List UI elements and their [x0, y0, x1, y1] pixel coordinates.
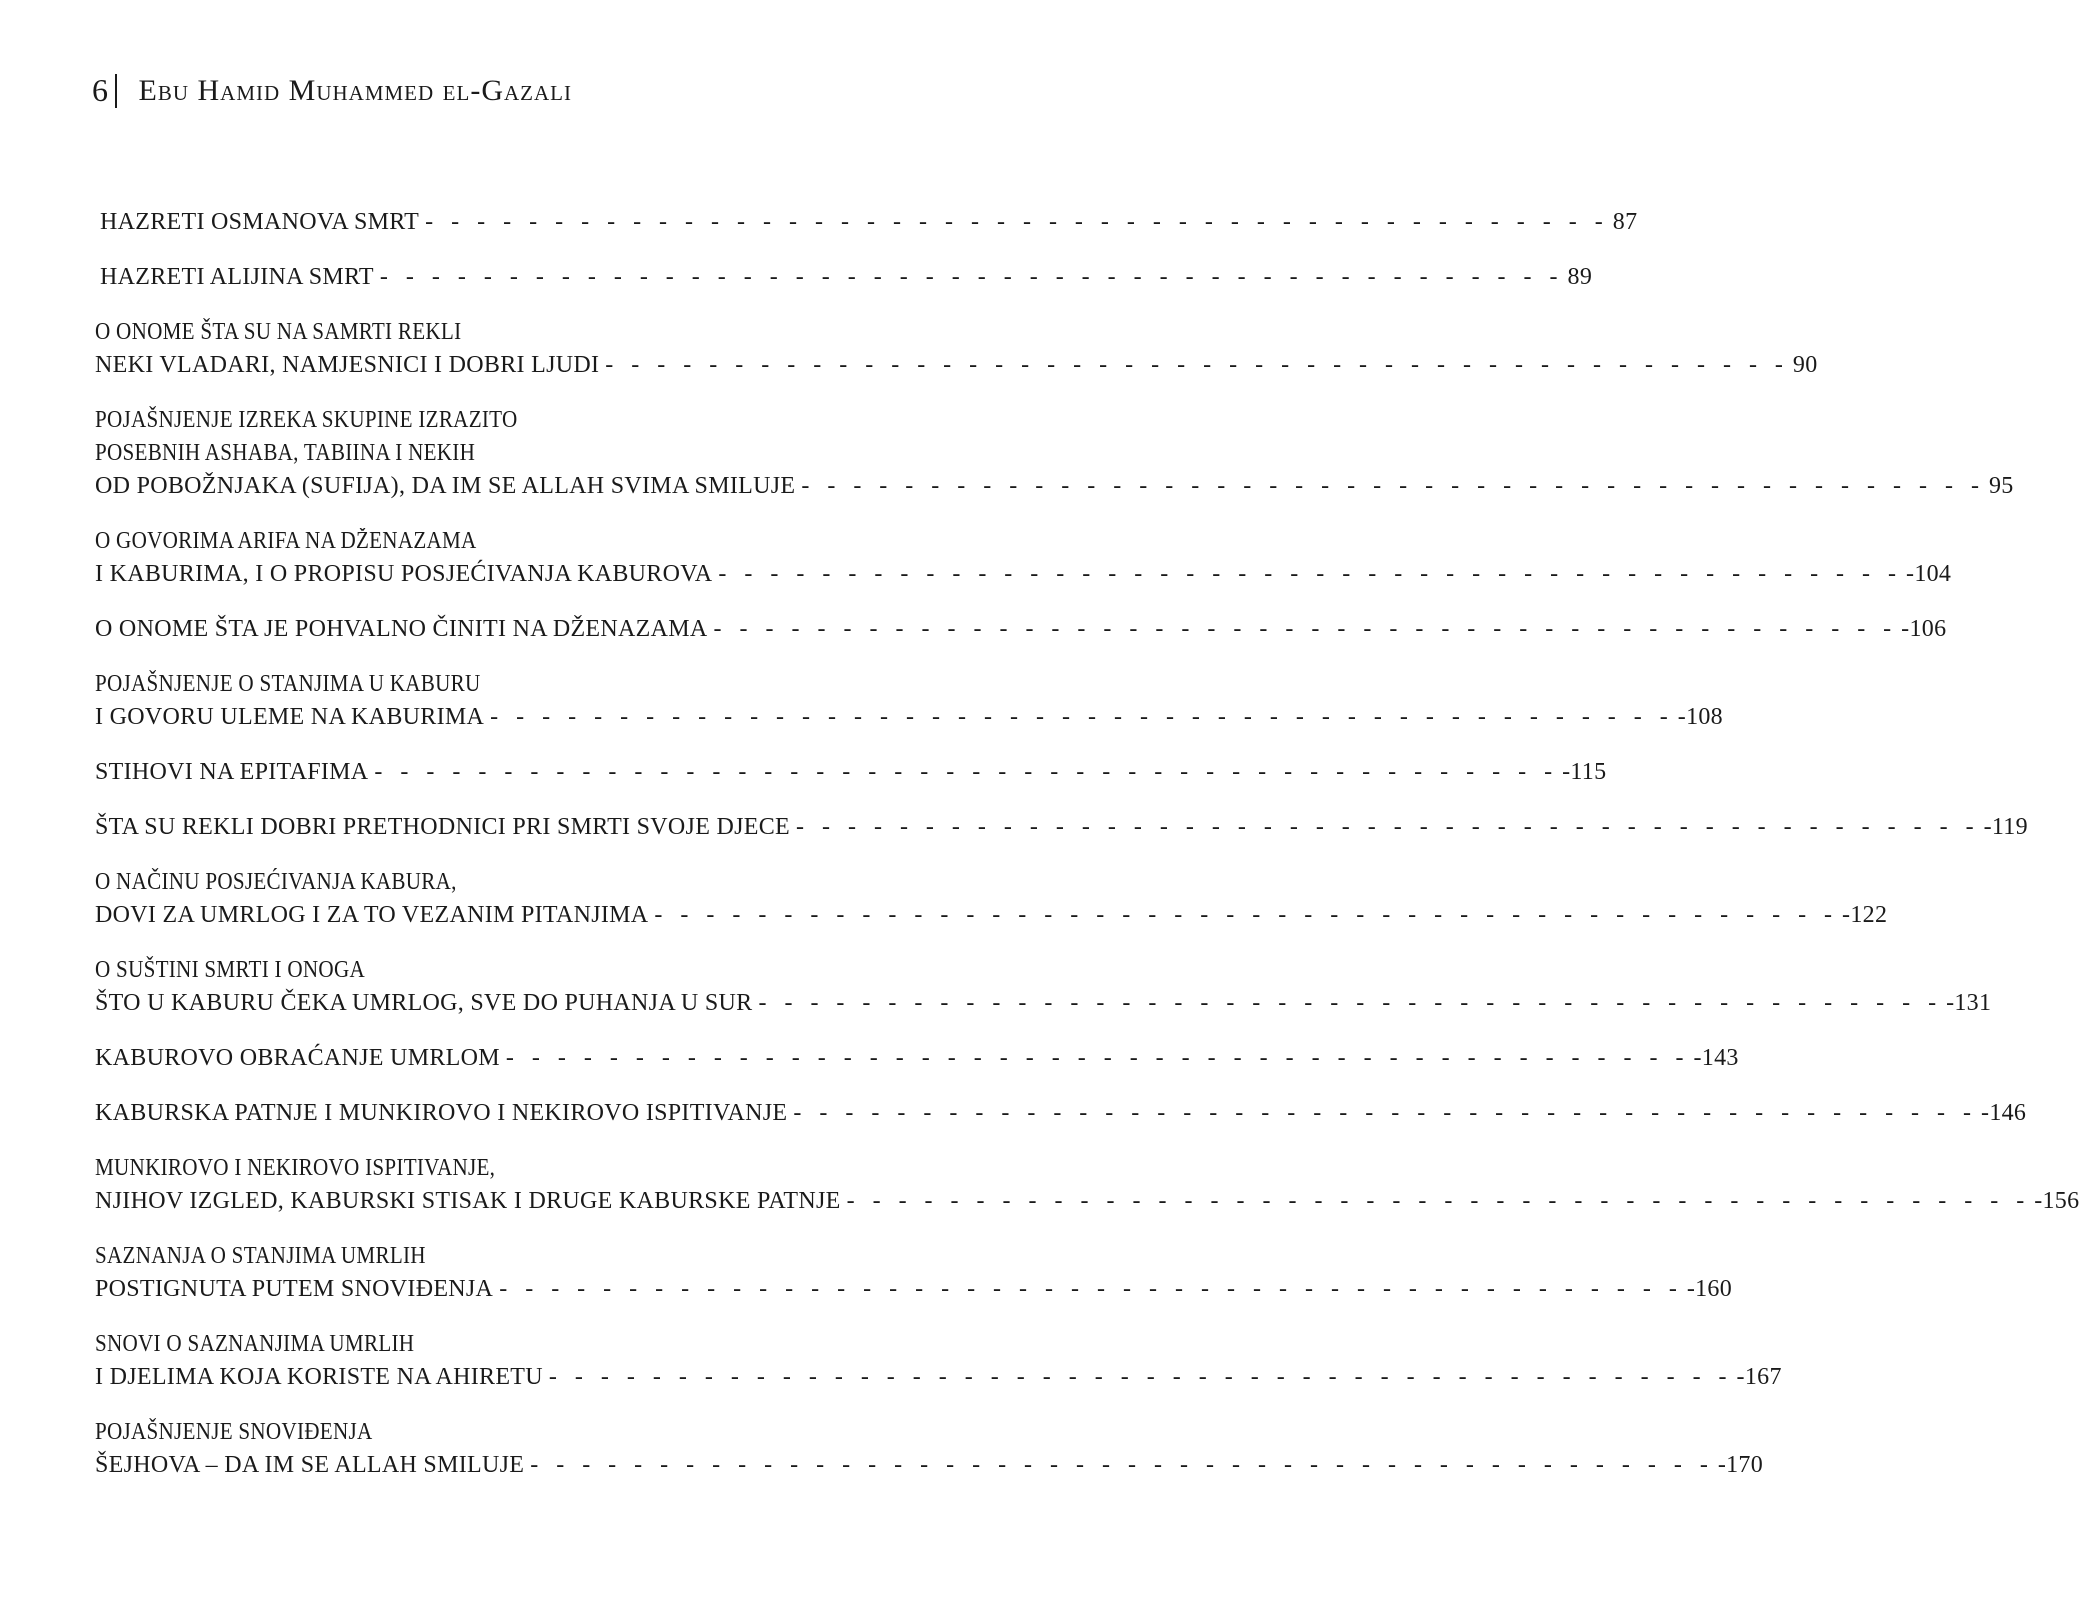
toc-entry-title-line: POSTIGNUTA PUTEM SNOVIĐENJA [95, 1276, 494, 1302]
header-divider [115, 74, 117, 108]
toc-entry-last-line [95, 1361, 1782, 1394]
toc-entry-title-line: STIHOVI NA EPITAFIMA [95, 759, 369, 785]
toc-entry-last-line [95, 1097, 2027, 1130]
toc-entry[interactable] [95, 316, 1818, 382]
toc-entry[interactable] [95, 1097, 2027, 1130]
toc-entry[interactable] [95, 1042, 1739, 1075]
toc-entry-last-line [95, 206, 1638, 239]
toc-page-number: -119 [1983, 814, 2028, 840]
dot-leader: - - - - - - - - - - - - - - - - - - - - - - - - - - - - - - - - - - - - - - - - - - - - - - [846, 1188, 2031, 1214]
toc-entry-title-line: O NAČINU POSJEĆIVANJA KABURA, [95, 869, 457, 895]
toc-entry[interactable] [95, 525, 1952, 591]
dot-leader: - - - - - - - - - - - - - - - - - - - - - - - - - - - - - - - - - - - - - - - - - - - - - - [548, 1364, 1733, 1390]
dot-leader: - - - - - - - - - - - - - - - - - - - - - - - - - - - - - - - - - - - - - - - - - - - - - - [425, 209, 1609, 235]
toc-entry-title-line: O ONOME ŠTA SU NA SAMRTI REKLI [95, 319, 462, 345]
toc-entry-title-line: KABUROVO OBRAĆANJE UMRLOM [95, 1045, 500, 1071]
dot-leader: - - - - - - - - - - - - - - - - - - - - - - - - - - - - - - - - - - - - - - - - - - - - - - [379, 264, 1564, 290]
toc-page-number: -143 [1693, 1045, 1739, 1071]
toc-entry-last-line [95, 701, 1723, 734]
toc-entry-title-line: POJAŠNJENJE O STANJIMA U KABURU [95, 671, 481, 697]
toc-entry-title-line: I GOVORU ULEME NA KABURIMA [95, 704, 485, 730]
toc-entry-title-line: ŠTO U KABURU ČEKA UMRLOG, SVE DO PUHANJA U SUR [95, 990, 753, 1016]
dot-leader: - - - - - - - - - - - - - - - - - - - - - - - - - - - - - - - - - - - - - - - - - - - - - - [718, 561, 1903, 587]
toc-page-number: -167 [1736, 1364, 1782, 1390]
toc-entry-last-line [95, 470, 2014, 503]
dot-leader: - - - - - - - - - - - - - - - - - - - - - - - - - - - - - - - - - - - - - - - - - - - - - - [490, 704, 1674, 730]
toc-entry[interactable] [95, 668, 1723, 734]
toc-entry-title-line: ŠEJHOVA – DA IM SE ALLAH SMILUJE [95, 1452, 525, 1478]
toc-entry-last-line [95, 987, 1992, 1020]
author-name: Ebu Hamid Muhammed el-Gazali [138, 73, 572, 107]
toc-page-number: -106 [1901, 616, 1947, 642]
toc-entry-last-line [95, 613, 1947, 646]
table-of-contents [95, 206, 2079, 1504]
toc-entry[interactable] [95, 261, 1593, 294]
toc-entry-title-line: OD POBOŽNJAKA (SUFIJA), DA IM SE ALLAH SVIMA SMILUJE [95, 473, 796, 499]
page-number: 6 [92, 72, 109, 108]
dot-leader: - - - - - - - - - - - - - - - - - - - - - - - - - - - - - - - - - - - - - - - - - - - - - - [758, 990, 1943, 1016]
toc-entry-last-line [95, 1042, 1739, 1075]
dot-leader: - - - - - - - - - - - - - - - - - - - - - - - - - - - - - - - - - - - - - - - - - - - - - - [795, 814, 1980, 840]
dot-leader: - - - - - - - - - - - - - - - - - - - - - - - - - - - - - - - - - - - - - - - - - - - - - - [654, 902, 1839, 928]
dot-leader: - - - - - - - - - - - - - - - - - - - - - - - - - - - - - - - - - - - - - - - - - - - - - - [374, 759, 1559, 785]
dot-leader: - - - - - - - - - - - - - - - - - - - - - - - - - - - - - - - - - - - - - - - - - - - - - - [530, 1452, 1714, 1478]
toc-entry-last-line [95, 261, 1593, 294]
toc-entry-last-line [95, 1449, 1764, 1482]
dot-leader: - - - - - - - - - - - - - - - - - - - - - - - - - - - - - - - - - - - - - - - - - - - - - - [605, 352, 1789, 378]
toc-page-number: 90 [1792, 352, 1818, 378]
toc-entry-last-line [95, 899, 1888, 932]
toc-entry[interactable] [95, 954, 1992, 1020]
toc-page-number: -146 [1981, 1100, 2027, 1126]
toc-entry[interactable] [95, 1152, 2079, 1218]
toc-entry-last-line [95, 811, 2028, 844]
toc-entry-title-line: I KABURIMA, I O PROPISU POSJEĆIVANJA KABUROVA [95, 561, 713, 587]
toc-page-number: -108 [1677, 704, 1723, 730]
dot-leader: - - - - - - - - - - - - - - - - - - - - - - - - - - - - - - - - - - - - - - - - - - - - - - [801, 473, 1985, 499]
toc-page-number: -115 [1562, 759, 1607, 785]
toc-entry-title-line: O GOVORIMA ARIFA NA DŽENAZAMA [95, 528, 477, 554]
toc-entry-last-line [95, 756, 1607, 789]
dot-leader: - - - - - - - - - - - - - - - - - - - - - - - - - - - - - - - - - - - - - - - - - - - - - - [713, 616, 1898, 642]
toc-page-number: -170 [1717, 1452, 1764, 1478]
toc-entry[interactable] [95, 613, 1947, 646]
toc-entry-title-line: ŠTA SU REKLI DOBRI PRETHODNICI PRI SMRTI SVOJE DJECE [95, 814, 790, 840]
toc-entry[interactable] [95, 404, 2014, 503]
toc-entry[interactable] [95, 206, 1638, 239]
toc-entry-title-line: NJIHOV IZGLED, KABURSKI STISAK I DRUGE KABURSKE PATNJE [95, 1188, 841, 1214]
toc-entry-title-line: HAZRETI ALIJINA SMRT [100, 264, 374, 290]
toc-entry-last-line [95, 1185, 2079, 1218]
toc-page-number: -104 [1906, 561, 1952, 587]
toc-entry-title-line: O SUŠTINI SMRTI I ONOGA [95, 957, 365, 983]
dot-leader: - - - - - - - - - - - - - - - - - - - - - - - - - - - - - - - - - - - - - - - - - - - - - - [505, 1045, 1690, 1071]
toc-page-number: -122 [1842, 902, 1888, 928]
toc-entry-title-line: O ONOME ŠTA JE POHVALNO ČINITI NA DŽENAZAMA [95, 616, 708, 642]
running-head [92, 72, 572, 109]
toc-entry-title-line: POJAŠNJENJE SNOVIĐENJA [95, 1419, 373, 1445]
toc-page-number: 95 [1988, 473, 2014, 499]
toc-entry-title-line: POJAŠNJENJE IZREKA SKUPINE IZRAZITO [95, 407, 518, 433]
dot-leader: - - - - - - - - - - - - - - - - - - - - - - - - - - - - - - - - - - - - - - - - - - - - - - [499, 1276, 1683, 1302]
toc-entry-title-line: HAZRETI OSMANOVA SMRT [100, 209, 420, 235]
toc-entry-title-line: MUNKIROVO I NEKIROVO ISPITIVANJE, [95, 1155, 496, 1181]
toc-entry-title-line: I DJELIMA KOJA KORISTE NA AHIRETU [95, 1364, 543, 1390]
toc-page-number: 87 [1612, 209, 1638, 235]
toc-entry[interactable] [95, 1328, 1782, 1394]
toc-entry[interactable] [95, 1240, 1733, 1306]
toc-entry[interactable] [95, 1416, 1764, 1482]
toc-entry-title-line: KABURSKA PATNJE I MUNKIROVO I NEKIROVO ISPITIVANJE [95, 1100, 788, 1126]
toc-entry-title-line: SAZNANJA O STANJIMA UMRLIH [95, 1243, 426, 1269]
toc-entry-title-line: DOVI ZA UMRLOG I ZA TO VEZANIM PITANJIMA [95, 902, 649, 928]
dot-leader: - - - - - - - - - - - - - - - - - - - - - - - - - - - - - - - - - - - - - - - - - - - - - - [793, 1100, 1978, 1126]
toc-entry-title-line: POSEBNIH ASHABA, TABIINA I NEKIH [95, 440, 476, 466]
toc-page-number: -131 [1946, 990, 1992, 1016]
toc-entry[interactable] [95, 811, 2028, 844]
toc-entry[interactable] [95, 756, 1607, 789]
toc-page-number: -156 [2034, 1188, 2079, 1214]
toc-page-number: -160 [1686, 1276, 1733, 1302]
toc-entry-last-line [95, 558, 1952, 591]
toc-entry-last-line [95, 1273, 1733, 1306]
toc-entry-title-line: NEKI VLADARI, NAMJESNICI I DOBRI LJUDI [95, 352, 600, 378]
toc-entry-title-line: SNOVI O SAZNANJIMA UMRLIH [95, 1331, 415, 1357]
toc-entry-last-line [95, 349, 1818, 382]
toc-page-number: 89 [1567, 264, 1593, 290]
toc-entry[interactable] [95, 866, 1888, 932]
